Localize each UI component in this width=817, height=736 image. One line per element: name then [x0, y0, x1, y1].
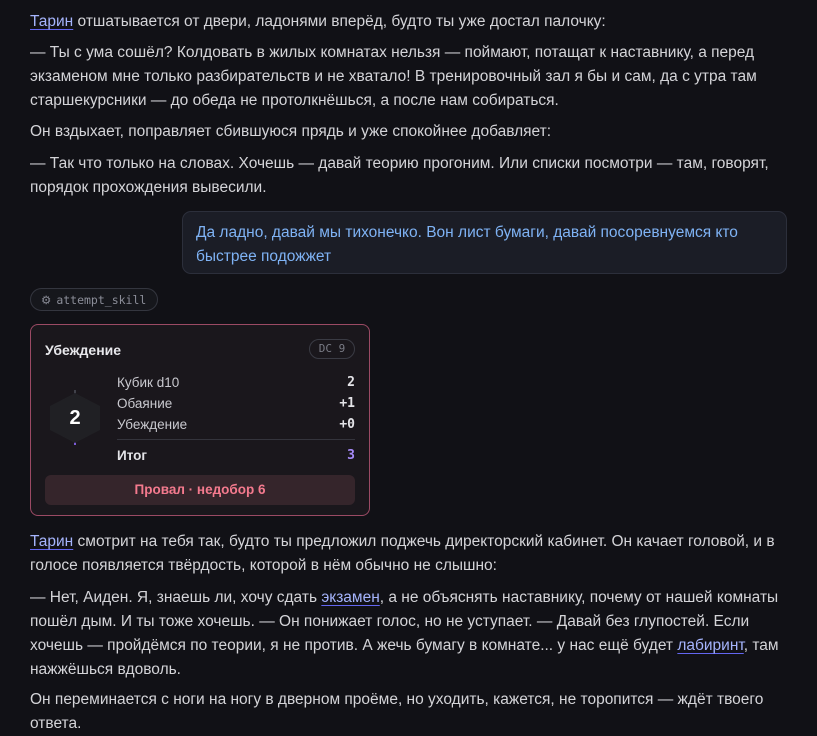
dialogue-paragraph: — Так что только на словах. Хочешь — давай теорию прогоним. Или списки посмотри — там, говорят, порядок прохождения вывесили. — [30, 155, 769, 196]
dialogue-paragraph: — Нет, Аиден. Я, знаешь ли, хочу сдать экзамен, а не объяснять наставнику, почему от нашей комнаты пошёл дым. И ты тоже хочешь. — Он понижает голос, но не уступает. — Давай без глупостей. Если хочешь — пройдёмся по теории, я не против. А жечь бумагу в комнате... у нас ещё будет лабиринт, там нажжёшься вдоволь. — [30, 589, 779, 678]
character-link-tarin[interactable]: Тарин — [30, 533, 74, 550]
narration-paragraph: Тарин отшатывается от двери, ладонями вперёд, будто ты уже достал палочку: — [30, 13, 606, 30]
skill-check-card — [30, 324, 370, 516]
user-message-text: Да ладно, давай мы тихонечко. Вон лист бумаги, давай посоревнуемся кто быстрее подожжет — [196, 224, 738, 265]
tool-call-name: attempt_skill — [56, 293, 147, 307]
gear-icon: ⚙ — [41, 293, 52, 307]
narration-paragraph: Тарин смотрит на тебя так, будто ты предложил поджечь директорский кабинет. Он качает головой, и в голосе появляется твёрдость, которой в нём обычно не слышно: — [30, 533, 775, 574]
dc-badge: DC 9 — [309, 339, 355, 359]
tool-call-chip[interactable] — [30, 288, 158, 311]
roll-row-die: Кубик d10 2 — [117, 375, 355, 390]
check-result-bar: Провал · недобор 6 — [45, 475, 355, 505]
roll-row-attribute: Обаяние +1 — [117, 396, 355, 411]
skill-name: Убеждение — [45, 342, 122, 358]
character-link-tarin[interactable]: Тарин — [30, 13, 74, 30]
narration-paragraph: Он переминается с ноги на ногу в дверном проёме, но уходить, кажется, не торопится — ждёт твоего ответа. — [30, 691, 764, 732]
roll-breakdown — [117, 372, 355, 466]
lore-link-labyrinth[interactable]: лабиринт — [677, 637, 744, 654]
narration-paragraph: Он вздыхает, поправляет сбившуюся прядь и уже спокойнее добавляет: — [30, 123, 552, 140]
dialogue-paragraph: — Ты с ума сошёл? Колдовать в жилых комнатах нельзя — поймают, потащат к наставнику, а перед экзаменом мне только разбирательств и не хватало! В тренировочный зал я бы и сам, да с утра там старшекурсники — до обеда не протолкнёшься, а после нам собираться. — [30, 44, 757, 109]
roll-row-skill: Убеждение +0 — [117, 417, 355, 432]
die-roll-value: 2 — [69, 407, 81, 429]
user-message-bubble — [182, 211, 787, 274]
divider — [117, 439, 355, 440]
roll-row-total: Итог 3 — [117, 448, 355, 463]
lore-link-exam[interactable]: экзамен — [321, 589, 380, 606]
